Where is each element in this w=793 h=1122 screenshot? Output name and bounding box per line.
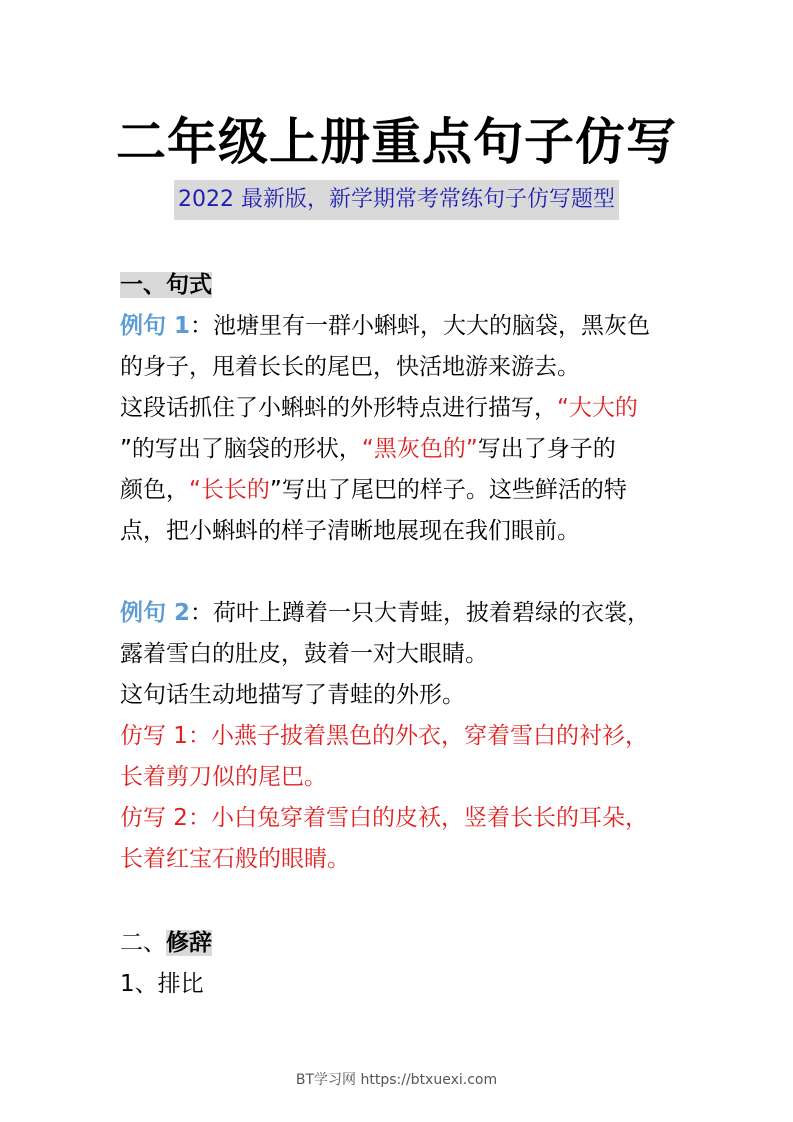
imitation2-line2: 长着红宝石般的眼睛。 [120, 846, 350, 872]
highlight-phrase: “黑灰色的” [361, 436, 478, 462]
example2-line2: 露着雪白的肚皮，鼓着一对大眼睛。 [120, 641, 488, 667]
example1-text: 池塘里有一群小蝌蚪，大大的脑袋，黑灰色 [213, 313, 651, 339]
imitation1-line1: 仿写 1：小燕子披着黑色的外衣，穿着雪白的衬衫， [120, 723, 648, 749]
analysis1-line2 [120, 429, 680, 470]
footer-watermark: BT学习网 https://btxuexi.com [295, 1072, 498, 1088]
colon: ： [190, 313, 214, 339]
section-heading-2 [120, 923, 680, 964]
section-heading-2-prefix: 二、 [120, 930, 166, 956]
analysis1-line1 [120, 388, 680, 429]
section-heading-2-text: 修辞 [166, 930, 212, 956]
section2-item1: 1、排比 [120, 971, 204, 997]
document-body [120, 265, 680, 1005]
analysis-text: 这段话抓住了小蝌蚪的外形特点进行描写， [120, 395, 557, 421]
example2-text: 荷叶上蹲着一只大青蛙，披着碧绿的衣裳， [213, 600, 651, 626]
section-heading-1 [120, 265, 680, 306]
example2-line1 [120, 593, 680, 634]
analysis-text: ”写出了尾巴的样子。这些鲜活的特 [269, 477, 627, 503]
section-heading-1-text: 一、句式 [120, 272, 212, 298]
analysis-text: 的写出了脑袋的形状， [131, 436, 362, 462]
highlight-phrase: “长长的 [189, 477, 270, 503]
spacer [120, 552, 680, 593]
example1-label: 例句 1 [120, 313, 191, 339]
highlight-phrase: “大大的 [557, 395, 638, 421]
colon: ： [190, 600, 214, 626]
subtitle-wrap [0, 180, 793, 220]
subtitle: 2022 最新版，新学期常考常练句子仿写题型 [174, 180, 619, 220]
spacer [120, 880, 680, 921]
example1-line2: 的身子，甩着长长的尾巴，快活地游来游去。 [120, 354, 580, 380]
example2-label: 例句 2 [120, 600, 191, 626]
example1-line1 [120, 306, 680, 347]
imitation2-line1: 仿写 2：小白兔穿着雪白的皮袄，竖着长长的耳朵， [120, 805, 648, 831]
quote-mark: ” [120, 436, 132, 462]
imitation1-line2: 长着剪刀似的尾巴。 [120, 764, 327, 790]
page-title: 二年级上册重点句子仿写 [116, 113, 677, 171]
analysis1-line3 [120, 470, 680, 511]
example2-analysis: 这句话生动地描写了青蛙的外形。 [120, 682, 465, 708]
analysis-text: 写出了身子的 [477, 436, 616, 462]
analysis1-line4: 点，把小蝌蚪的样子清晰地展现在我们眼前。 [120, 518, 580, 544]
analysis-text: 颜色， [120, 477, 189, 503]
